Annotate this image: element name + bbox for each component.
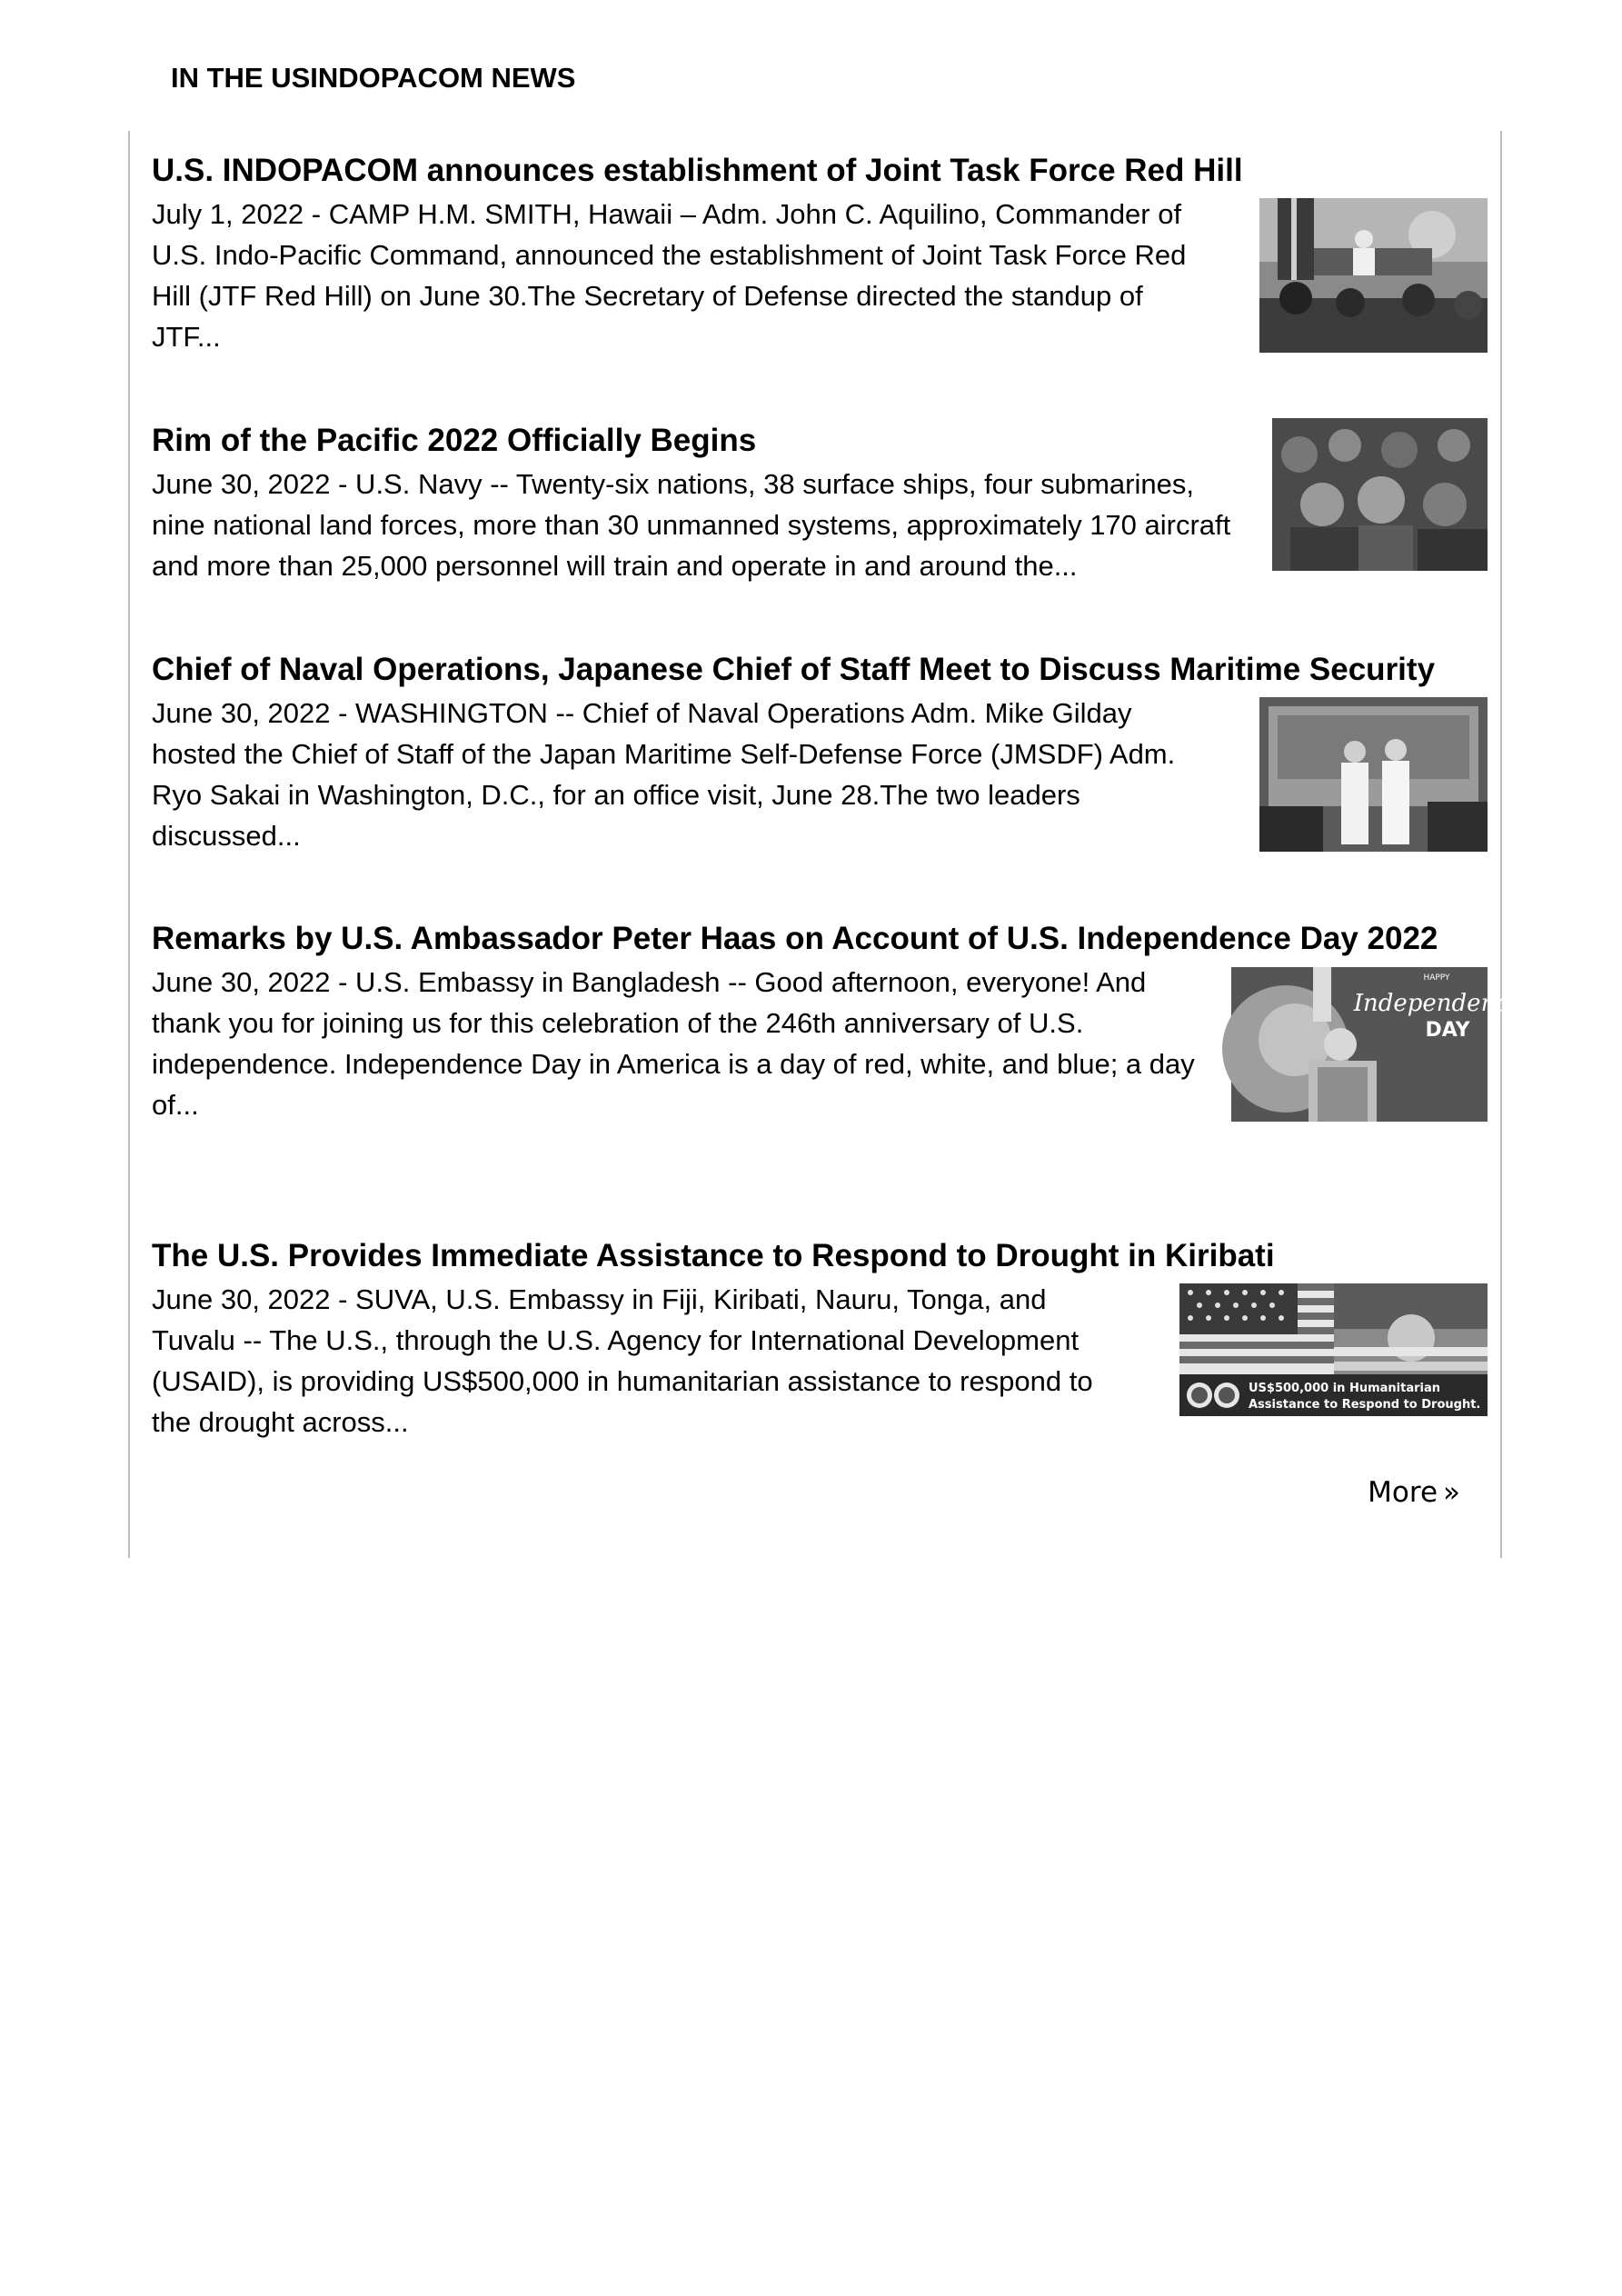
- image-caption-line2: Assistance to Respond to Drought.: [1249, 1398, 1481, 1412]
- more-news-link[interactable]: [1368, 1474, 1460, 1511]
- image-caption-independence: Independence: [1353, 990, 1524, 1017]
- news-headline-link[interactable]: Rim of the Pacific 2022 Officially Begins: [152, 423, 757, 458]
- news-item: [152, 647, 1488, 856]
- news-item: [152, 418, 1488, 586]
- image-caption-line1: US$500,000 in Humanitarian: [1249, 1382, 1440, 1395]
- news-thumbnail[interactable]: [1272, 418, 1488, 571]
- personnel-group-photo: [1272, 418, 1488, 571]
- news-item: [152, 148, 1488, 357]
- news-headline-link[interactable]: Chief of Naval Operations, Japanese Chief of Staff Meet to Discuss Maritime Security: [152, 652, 1436, 687]
- news-thumbnail[interactable]: [1231, 967, 1524, 1122]
- section-title: IN THE USINDOPACOM NEWS: [171, 62, 576, 94]
- news-summary: June 30, 2022 - WASHINGTON -- Chief of Naval Operations Adm. Mike Gilday hosted the Chief of Staff of the Japan Maritime Self-Defense Force (JMSDF) Adm. Ryo Sakai in Washington, D.C., for an office visit, June 28.The two leaders discussed...: [152, 697, 1176, 852]
- news-headline-link[interactable]: Remarks by U.S. Ambassador Peter Haas on Account of U.S. Independence Day 2022: [152, 921, 1438, 956]
- news-item: [152, 1233, 1488, 1442]
- news-headline-link[interactable]: U.S. INDOPACOM announces establishment of Joint Task Force Red Hill: [152, 153, 1243, 188]
- news-summary: June 30, 2022 - SUVA, U.S. Embassy in Fiji, Kiribati, Nauru, Tonga, and Tuvalu -- The U.S., through the U.S. Agency for International Development (USAID), is providing US$500,000 in humanitarian assistance to respond to the drought across...: [152, 1283, 1093, 1438]
- double-chevron-right-icon: »: [1443, 1476, 1460, 1509]
- more-label: More: [1368, 1476, 1438, 1509]
- news-summary: July 1, 2022 - CAMP H.M. SMITH, Hawaii – Adm. John C. Aquilino, Commander of U.S. Indo-Pacific Command, announced the establishment of Joint Task Force Red Hill (JTF Red Hill) on June 30.The Secretary of Defense directed the standup of JTF...: [152, 198, 1187, 353]
- news-summary: June 30, 2022 - U.S. Navy -- Twenty-six nations, 38 surface ships, four submarines, nine national land forces, more than 30 unmanned systems, approximately 170 aircraft and more than 25,000 personnel will train and operate in and around the...: [152, 468, 1231, 582]
- independence-day-speech-photo: [1231, 967, 1524, 1122]
- news-thumbnail[interactable]: [1259, 697, 1488, 852]
- flags-assistance-graphic: [1179, 1283, 1488, 1416]
- news-thumbnail[interactable]: [1179, 1283, 1488, 1416]
- image-caption-day: DAY: [1425, 1019, 1470, 1042]
- news-item: [152, 916, 1524, 1125]
- news-summary: June 30, 2022 - U.S. Embassy in Bangladesh -- Good afternoon, everyone! And thank you for joining us for this celebration of the 246th anniversary of U.S. independence. Independence Day in America is a day of red, white, and blue; a day of...: [152, 966, 1195, 1121]
- image-caption-happy: HAPPY: [1423, 973, 1450, 983]
- officers-meeting-photo: [1259, 697, 1488, 852]
- news-list: [128, 131, 1524, 1558]
- news-headline-link[interactable]: The U.S. Provides Immediate Assistance to Respond to Drought in Kiribati: [152, 1238, 1275, 1273]
- news-thumbnail[interactable]: [1259, 198, 1488, 353]
- press-conference-photo: [1259, 198, 1488, 353]
